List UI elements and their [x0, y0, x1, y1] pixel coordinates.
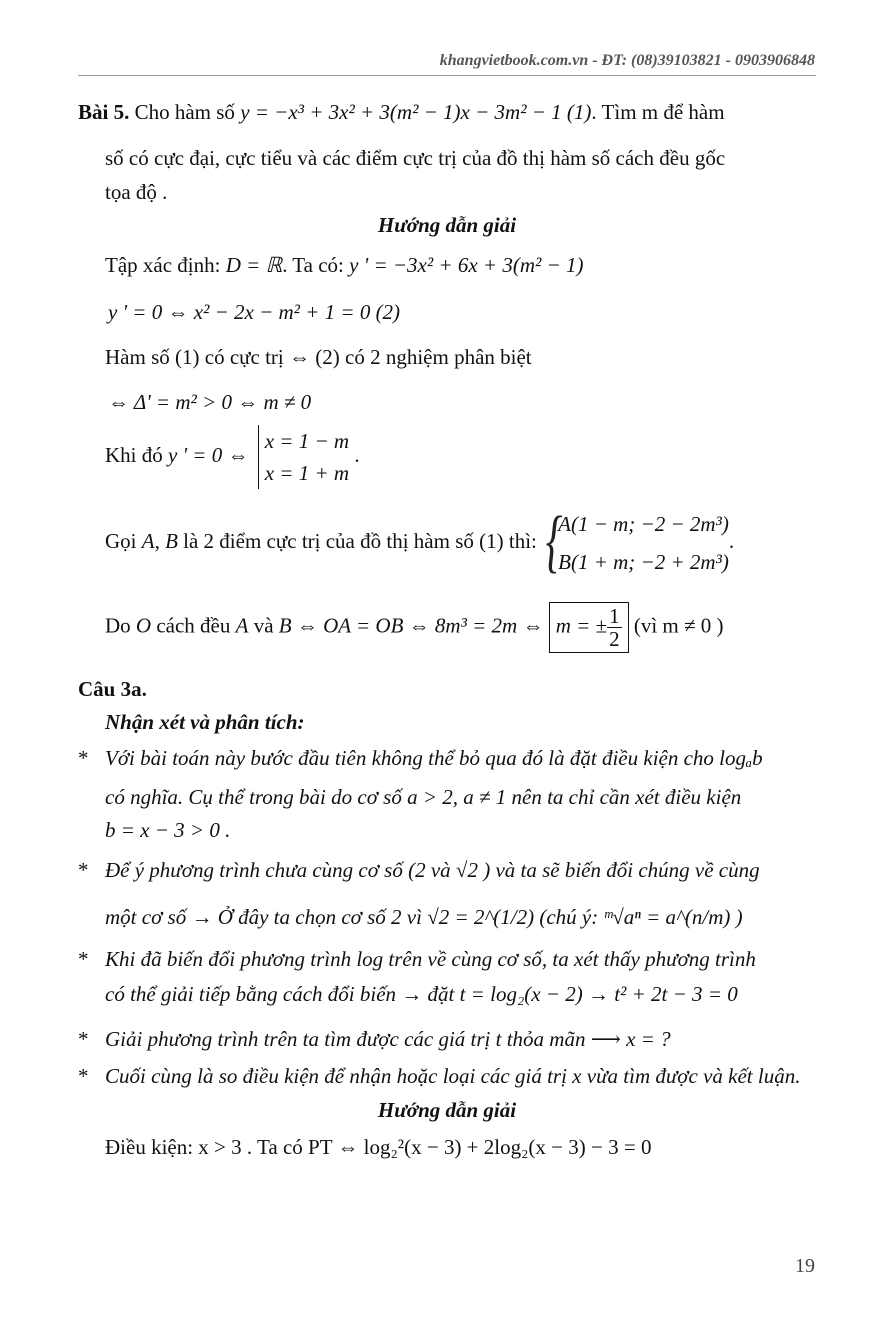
b1-line1: Với bài toán này bước đầu tiên không thể bỏ qua đó là đặt điều kiện cho logₐb	[105, 746, 763, 770]
sol-l6b: A, B	[141, 528, 178, 553]
sol-l7i: (vì m ≠ 0 )	[633, 613, 724, 638]
sol-l7c: cách đều	[156, 613, 231, 638]
sol-l3d: ⇔ (2)	[289, 345, 340, 369]
sol-line7	[105, 602, 724, 653]
bai5-tail: . Tìm m để hàm	[591, 100, 725, 124]
sol-l5c2: x = 1 + m	[264, 461, 350, 485]
sol-l6e: thì:	[508, 528, 537, 553]
header-rule	[78, 75, 816, 76]
sol-l7d: A	[235, 613, 249, 638]
dieu-kien-line: Điều kiện: x > 3 . Ta có PT ⇔ log₂²(x − 3) + 2log₂(x − 3) − 3 = 0	[105, 1135, 652, 1159]
b2-line2: một cơ số → Ở đây ta chọn cơ số 2 vì √2 = 2^(1/2) (chú ý: ᵐ√aⁿ = a^(n/m) )	[105, 905, 743, 929]
b1-line2: có nghĩa. Cụ thể trong bài do cơ số a > 2, a ≠ 1 nên ta chỉ cần xét điều kiện	[105, 785, 742, 809]
bullet-2: *	[78, 858, 89, 882]
sol-frac-num: 1	[609, 604, 620, 628]
sol-l3a: Hàm số	[105, 345, 170, 369]
sol-line1	[105, 253, 583, 278]
sol-line4: ⇔ Δ' = m² > 0 ⇔ m ≠ 0	[108, 390, 312, 414]
sol-l1b: D = ℝ	[225, 253, 283, 277]
huong-dan-heading-2: Hướng dẫn giải	[377, 1098, 517, 1122]
sol-l7e: và	[253, 613, 274, 638]
sol-l1d: y ' = −3x² + 6x + 3(m² − 1)	[349, 253, 584, 277]
sol-l5c1: x = 1 − m	[264, 429, 350, 453]
sol-l6c: là 2 điểm cực trị của đồ thị hàm số	[183, 528, 474, 553]
sol-l7a: Do	[105, 613, 131, 638]
sol-line3	[105, 345, 532, 370]
sol-l3c: có cực trị	[204, 345, 284, 369]
sol-l3e: có 2 nghiệm phân biệt	[345, 345, 532, 369]
nhan-xet-heading: Nhận xét và phân tích:	[105, 710, 305, 734]
sol-l6-brace	[542, 505, 729, 581]
b4-line: Giải phương trình trên ta tìm được các giá trị t thỏa mãn ⟶ x = ?	[105, 1027, 671, 1051]
bai5-label: Bài 5.	[78, 100, 130, 124]
sol-l7f: B ⇔ OA = OB ⇔ 8m³ = 2m ⇔	[278, 613, 544, 638]
cau3a-label: Câu 3a.	[78, 677, 147, 701]
b3-line2: có thể giải tiếp bằng cách đổi biến → đặt t = log₂(x − 2) → t² + 2t − 3 = 0	[105, 982, 738, 1006]
sol-line6	[105, 505, 734, 581]
sol-l7g: m = ±	[555, 613, 608, 638]
bullet-1: *	[78, 746, 89, 770]
b2-line1: Để ý phương trình chưa cùng cơ số (2 và √2 ) và ta sẽ biến đổi chúng về cùng	[105, 858, 760, 882]
sol-l6d: (1)	[479, 528, 504, 553]
sol-answer-box	[549, 602, 629, 653]
b5-line: Cuối cùng là so điều kiện để nhận hoặc loại các giá trị x vừa tìm được và kết luận.	[105, 1064, 801, 1088]
sol-l7b: O	[135, 613, 152, 638]
b3-line1: Khi đã biến đổi phương trình log trên về cùng cơ số, ta xét thấy phương trình	[105, 947, 756, 971]
bai5-equation: y = −x³ + 3x² + 3(m² − 1)x − 3m² − 1 (1)	[240, 100, 592, 124]
sol-l6f1: { A(1 − m; −2 − 2m³)	[558, 512, 729, 536]
bai5-line2: số có cực đại, cực tiểu và các điểm cực trị của đồ thị hàm số cách đều gốc	[105, 146, 726, 170]
sol-l5-bracket	[258, 425, 349, 489]
header-site: khangvietbook.com.vn - ĐT: (08)39103821 - 0903906848	[439, 52, 815, 69]
bai5-intro: Cho hàm số	[134, 100, 235, 124]
bullet-5: *	[78, 1064, 89, 1088]
bullet-4: *	[78, 1027, 89, 1051]
bai5-line3: tọa độ .	[105, 180, 168, 204]
sol-l3b: (1)	[175, 345, 200, 369]
sol-l1a: Tập xác định:	[105, 253, 221, 277]
sol-line5	[105, 425, 360, 489]
bullet-3: *	[78, 947, 89, 971]
b1-line3: b = x − 3 > 0 .	[105, 818, 231, 842]
sol-l5b: y ' = 0 ⇔	[168, 442, 249, 467]
sol-l5d: .	[354, 442, 360, 467]
sol-answer-fraction	[607, 605, 622, 650]
sol-l5a: Khi đó	[105, 442, 163, 467]
sol-l1c: . Ta có:	[282, 253, 344, 277]
sol-l6a: Gọi	[105, 528, 137, 553]
bai5-line1	[78, 100, 725, 125]
sol-l6f2: B(1 + m; −2 + 2m³)	[558, 550, 729, 574]
page-number: 19	[795, 1255, 815, 1277]
huong-dan-heading-1: Hướng dẫn giải	[377, 213, 517, 237]
sol-l6g: .	[728, 528, 735, 553]
sol-frac-den: 2	[609, 627, 620, 651]
sol-line2: y ' = 0 ⇔ x² − 2x − m² + 1 = 0 (2)	[108, 300, 401, 324]
